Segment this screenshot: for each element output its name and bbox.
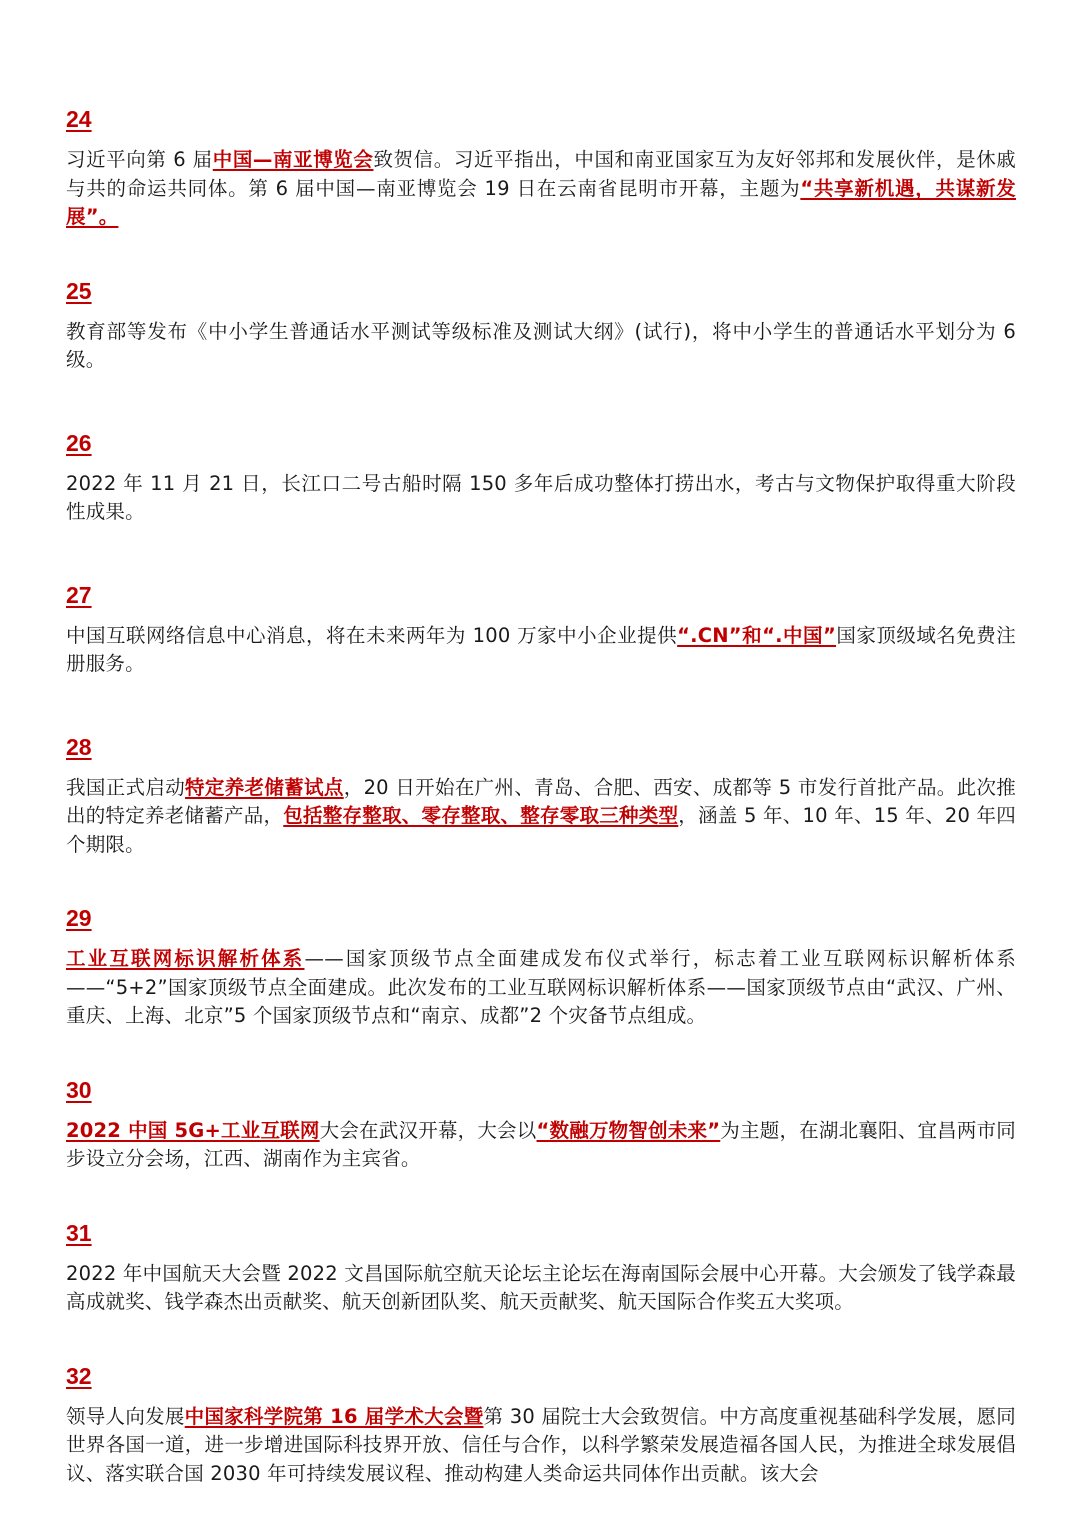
item-text — [66, 1403, 1016, 1489]
item-number: 30 — [66, 1076, 92, 1103]
item-number: 24 — [66, 106, 92, 132]
item-number: 26 — [66, 429, 92, 456]
text-segment: 第 30 届院士大会致贺信。中方高度重视基础科学发展，愿同世界各国一道，进一步增进国际科技界开放、信任与合作，以科学繁荣发展造福各国人民，为推进全球发展倡议、落实联合国 2030 年可持续发展议程、推动构建人类命运共同体作出贡献。该大会 — [66, 1404, 1016, 1485]
news-item-29 — [66, 903, 1016, 1031]
text-segment: ——国家顶级节点全面建成发布仪式举行，标志着工业互联网标识解析体系——“5+2”国家顶级节点全面建成。此次发布的工业互联网标识解析体系——国家顶级节点由“武汉、广州、重庆、上海、北京”5 个国家顶级节点和“南京、成都”2 个灾备节点组成。 — [66, 947, 1017, 1027]
text-segment: 2022 年 11 月 21 日，长江口二号古船时隔 150 多年后成功整体打捞出水，考古与文物保护取得重大阶段性成果。 — [66, 471, 1016, 523]
text-segment: 中国互联网络信息中心消息，将在未来两年为 100 万家中小企业提供 — [66, 623, 678, 647]
text-segment: 致贺信。习近平指出，中国和南亚国家互为友好邻邦和发展伙伴，是休戚与共的命运共同体。第 6 届中国—南亚博览会 19 日在云南省昆明市开幕，主题为 — [66, 148, 1016, 200]
news-item-28 — [66, 732, 1016, 860]
text-segment: 2022 年中国航天大会暨 2022 文昌国际航空航天论坛主论坛在海南国际会展中心开幕。大会颁发了钱学森最高成就奖、钱学森杰出贡献奖、航天创新团队奖、航天贡献奖、航天国际合作奖五大奖项。 — [66, 1261, 1016, 1313]
item-number: 27 — [66, 581, 92, 608]
item-text — [66, 318, 1016, 375]
item-text — [66, 1260, 1016, 1317]
highlighted-term: “.CN”和“.中国” — [677, 623, 837, 647]
text-segment: 为主题，在湖北襄阳、宜昌两市同步设立分会场，江西、湖南作为主宾省。 — [66, 1118, 1017, 1170]
highlighted-term: 包括整存整取、零存整取、整存零取三种类型 — [283, 804, 679, 827]
highlighted-term: 中国—南亚博览会 — [212, 148, 374, 171]
highlighted-term: 中国家科学院第 16 届学术大会暨 — [184, 1404, 484, 1428]
document-page — [66, 104, 1016, 1488]
news-item-31 — [66, 1218, 1016, 1317]
highlighted-term: “共享新机遇，共谋新发展”。 — [66, 176, 1016, 228]
highlighted-term: “数融万物智创未来” — [536, 1118, 721, 1142]
highlighted-term: 特定养老储蓄试点 — [185, 775, 344, 799]
text-segment: 教育部等发布《中小学生普通话水平测试等级标准及测试大纲》(试行)，将中小学生的普通话水平划分为 6 级。 — [66, 319, 1016, 371]
item-text — [66, 774, 1016, 860]
item-number: 31 — [66, 1219, 92, 1246]
item-number: 29 — [66, 905, 92, 931]
item-text — [66, 945, 1016, 1031]
item-text — [66, 146, 1016, 232]
text-segment: 我国正式启动 — [66, 775, 186, 799]
item-text — [66, 622, 1016, 679]
highlighted-term: 2022 中国 5G+工业互联网 — [66, 1118, 320, 1142]
news-item-26 — [66, 428, 1016, 527]
item-text — [66, 470, 1016, 527]
news-item-32 — [66, 1361, 1016, 1489]
highlighted-term: 工业互联网标识解析体系 — [66, 947, 305, 970]
news-item-25 — [66, 276, 1016, 375]
news-item-24 — [66, 104, 1016, 232]
news-item-27 — [66, 580, 1016, 679]
text-segment: 国家顶级域名免费注册服务。 — [66, 623, 1017, 675]
text-segment: 领导人向发展 — [66, 1404, 185, 1428]
text-segment: 习近平向第 6 届 — [66, 148, 213, 171]
news-item-30 — [66, 1075, 1016, 1174]
text-segment: 大会在武汉开幕，大会以 — [319, 1118, 537, 1142]
text-segment: ，涵盖 5 年、10 年、15 年、20 年四个期限。 — [66, 804, 1016, 856]
item-number: 28 — [66, 733, 92, 760]
item-number: 32 — [66, 1362, 92, 1389]
item-number: 25 — [66, 277, 92, 304]
text-segment: ，20 日开始在广州、青岛、合肥、西安、成都等 5 市发行首批产品。此次推出的特定养老储蓄产品， — [66, 775, 1016, 827]
item-text — [66, 1117, 1016, 1174]
